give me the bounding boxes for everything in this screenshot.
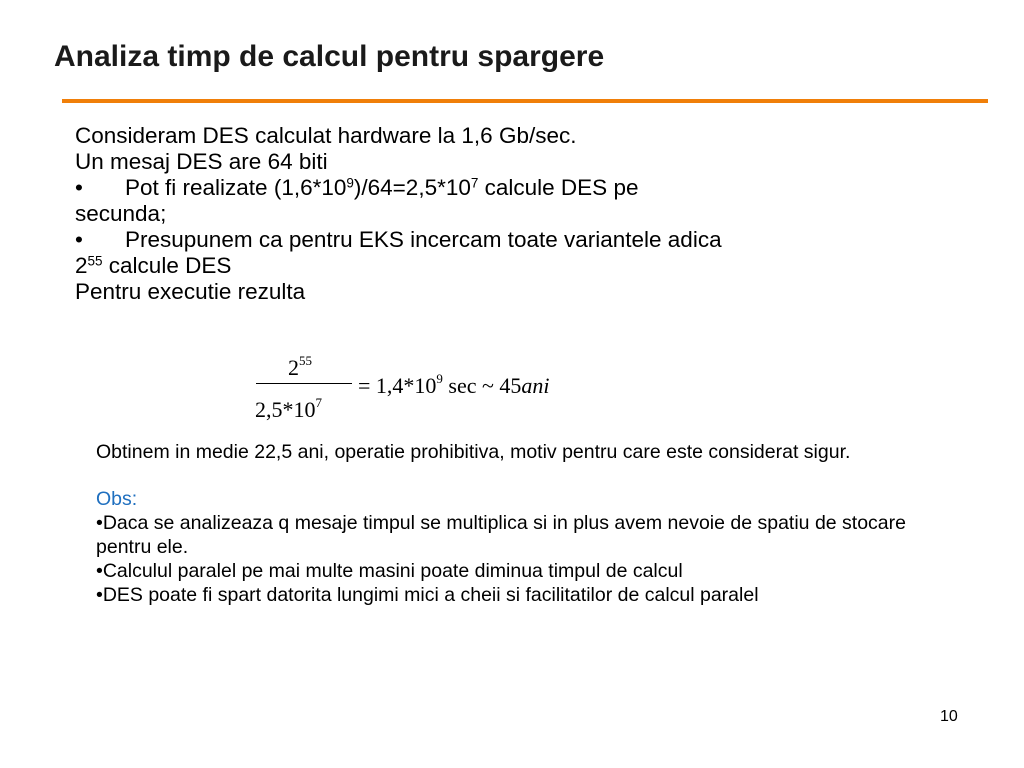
numerator-base: 2 [288,355,299,380]
result-exponent: 9 [436,371,443,386]
slide-title: Analiza timp de calcul pentru spargere [54,40,605,73]
bullet-text: secunda; [75,201,167,226]
bullet-text: calcule DES pe [478,175,639,200]
result-variable: ani [521,373,550,398]
exponent: 9 [346,175,354,191]
numerator-exponent: 55 [299,353,312,368]
result-unit: sec ~ 45 [442,373,522,398]
formula-numerator [288,353,312,381]
bullet-calc-rate [75,175,895,227]
formula-result [358,371,550,399]
bullet-text: )/64=2,5*10 [353,175,471,200]
title-underline [62,99,988,103]
result-value: = 1,4*10 [358,373,437,398]
obs-label: Obs: [96,488,138,510]
exponent: 55 [87,253,103,269]
bullet-marker: • [75,175,83,200]
conclusion-block [96,440,936,607]
spacer [96,464,936,487]
bullet-marker: • [75,227,83,252]
line-des-hardware: Consideram DES calculat hardware la 1,6 Gb/sec. [75,123,577,148]
fraction-bar [256,383,352,384]
conclusion-text: Obtinem in medie 22,5 ani, operatie prohibitiva, motiv pentru care este considerat sigur. [96,441,851,463]
obs-item: •Daca se analizeaza q mesaje timpul se multiplica si in plus avem nevoie de spatiu de stocare pentru ele. [96,512,906,558]
formula-denominator [255,395,322,423]
page-number: 10 [940,708,958,725]
bullet-text: calcule DES [102,253,232,278]
denominator-exponent: 7 [315,395,322,410]
line-result-intro: Pentru executie rezulta [75,279,306,304]
bullet-key-search [75,227,895,279]
obs-item: •Calculul paralel pe mai multe masini poate diminua timpul de calcul [96,560,683,582]
line-message-size: Un mesaj DES are 64 biti [75,149,328,174]
bullet-text: Presupunem ca pentru EKS incercam toate variantele adica [125,227,722,252]
bullet-text: Pot fi realizate (1,6*10 [125,175,347,200]
obs-item: •DES poate fi spart datorita lungimi mici a cheii si facilitatilor de calcul paralel [96,584,759,606]
denominator-base: 2,5*10 [255,397,316,422]
power-base: 2 [75,253,88,278]
main-text-block [75,123,895,305]
exponent: 7 [470,175,479,191]
formula-fraction [252,343,356,428]
